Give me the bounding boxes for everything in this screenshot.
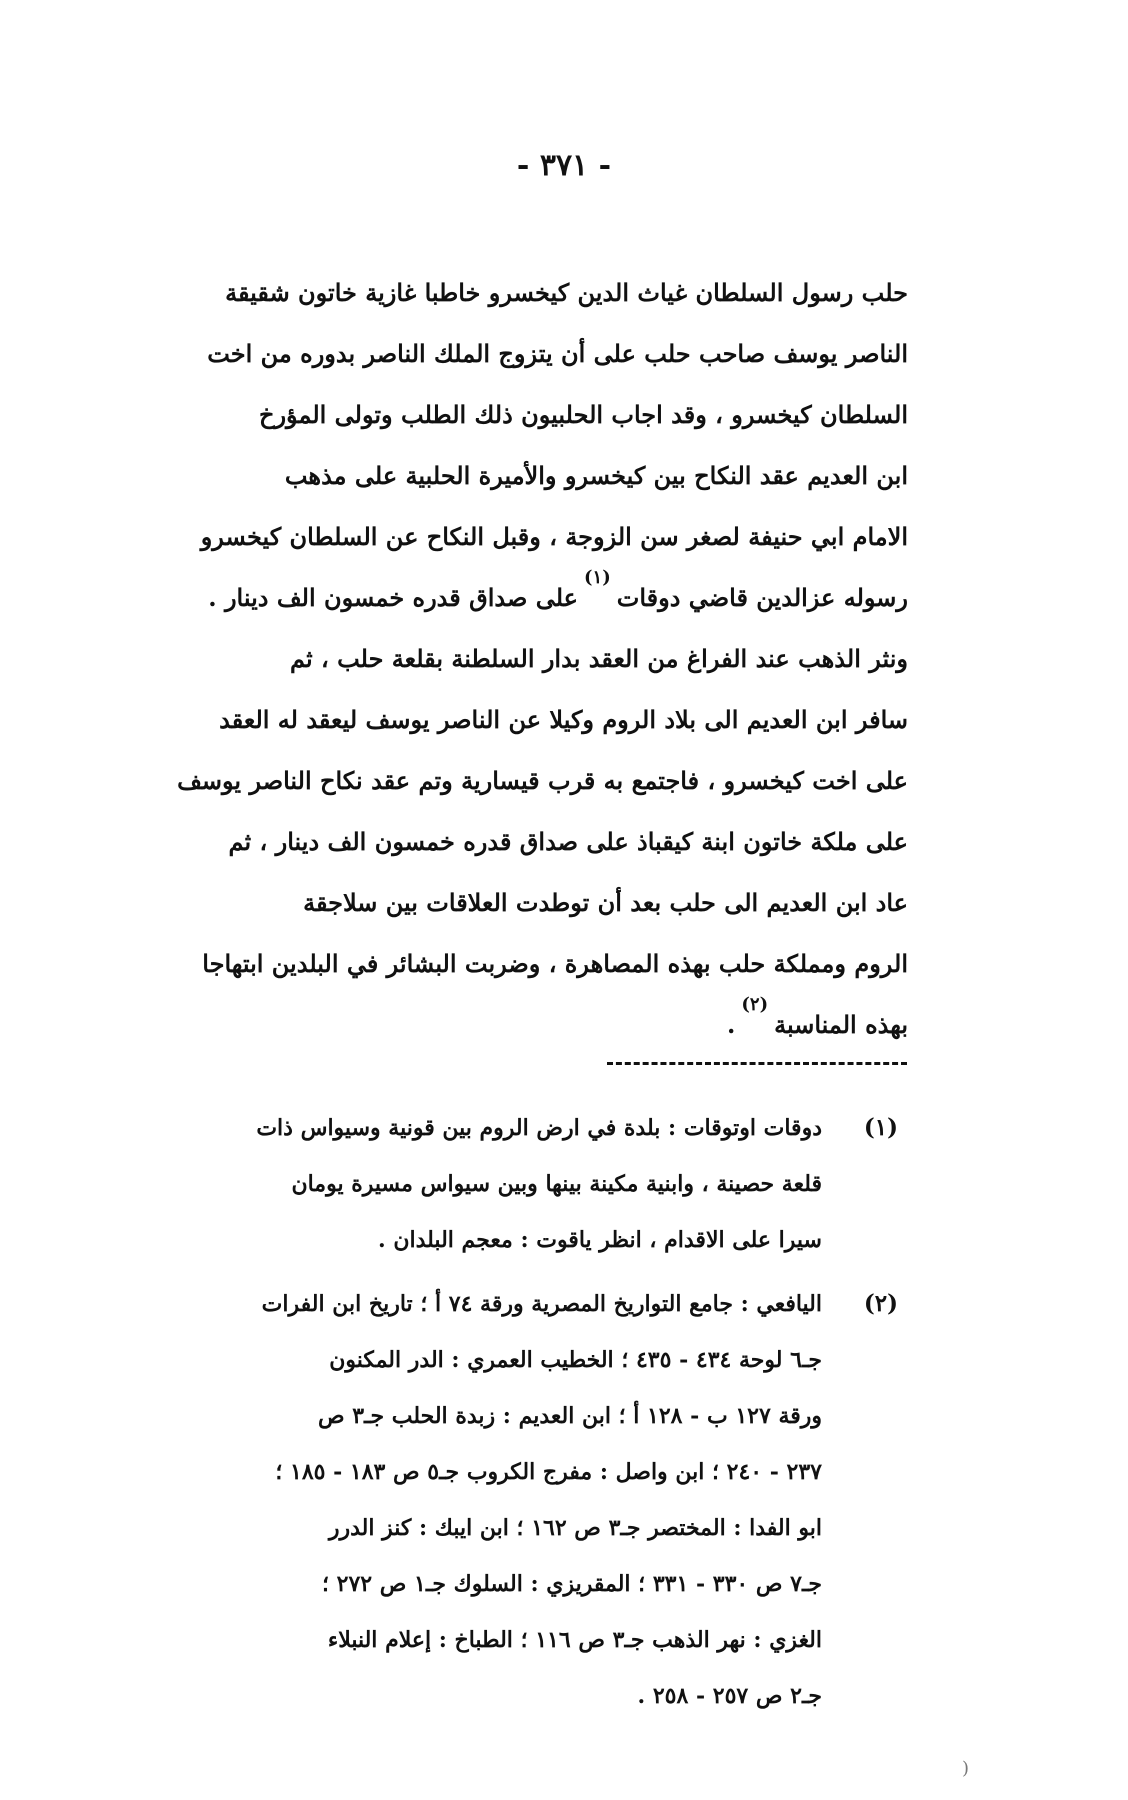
text-line: الروم ومملكة حلب بهذه المصاهرة ، وضربت البشائر في البلدين ابتهاجا: [202, 949, 908, 978]
text-line: ابن العديم عقد النكاح بين كيخسرو والأميرة الحلبية على مذهب: [284, 461, 908, 490]
footnote-2: [38, 1276, 898, 1724]
text-line: سافر ابن العديم الى بلاد الروم وكيلا عن الناصر يوسف ليعقد له العقد: [219, 705, 908, 734]
footnote-number: (٢): [863, 1290, 898, 1317]
footnote-line: ورقة ١٢٧ ب - ١٢٨ أ ؛ ابن العديم : زبدة الحلب جـ٣ ص: [317, 1403, 822, 1429]
margin-mark: ): [962, 1758, 970, 1779]
text-line: حلب رسول السلطان غياث الدين كيخسرو خاطبا غازية خاتون شقيقة: [225, 278, 908, 307]
page-number: - ٣٧١ -: [516, 148, 612, 183]
footnote-ref-1: (١): [584, 567, 611, 588]
footnote-text: [122, 1276, 822, 1724]
footnotes: [38, 1100, 898, 1732]
text-line: رسوله عزالدين قاضي دوقات (١) على صداق قدره خمسون الف دينار .: [118, 567, 908, 628]
text-line: الناصر يوسف صاحب حلب على أن يتزوج الملك الناصر بدوره من اخت: [207, 339, 908, 368]
footnote-line: قلعة حصينة ، وابنية مكينة بينها وبين سيواس مسيرة يومان: [291, 1171, 822, 1197]
footnote-line: دوقات اوتوقات : بلدة في ارض الروم بين قونية وسيواس ذات: [256, 1115, 822, 1141]
footnote-line: اليافعي : جامع التواريخ المصرية ورقة ٧٤ أ ؛ تاريخ ابن الفرات: [261, 1291, 822, 1317]
text-line: الامام ابي حنيفة لصغر سن الزوجة ، وقبل النكاح عن السلطان كيخسرو: [200, 522, 908, 551]
footnote-divider: [607, 1062, 907, 1065]
text-line: ونثر الذهب عند الفراغ من العقد بدار السلطنة بقلعة حلب ، ثم: [289, 644, 908, 673]
text-line: السلطان كيخسرو ، وقد اجاب الحلبيون ذلك الطلب وتولى المؤرخ: [258, 400, 908, 429]
footnote-1: [38, 1100, 898, 1268]
footnote-line: الغزي : نهر الذهب جـ٣ ص ١١٦ ؛ الطباخ : إعلام النبلاء: [327, 1627, 822, 1653]
footnote-line: سيرا على الاقدام ، انظر ياقوت : معجم البلدان .: [378, 1227, 822, 1253]
main-text: [118, 262, 908, 1055]
text-line: على اخت كيخسرو ، فاجتمع به قرب قيسارية وتم عقد نكاح الناصر يوسف: [177, 766, 908, 795]
text-line: عاد ابن العديم الى حلب بعد أن توطدت العلاقات بين سلاجقة: [303, 888, 908, 917]
text-line: على ملكة خاتون ابنة كيقباذ على صداق قدره خمسون الف دينار ، ثم: [228, 827, 908, 856]
footnote-line: ٢٣٧ - ٢٤٠ ؛ ابن واصل : مفرج الكروب جـ٥ ص ١٨٣ - ١٨٥ ؛: [275, 1459, 822, 1485]
footnote-number: (١): [863, 1114, 898, 1141]
footnote-line: ابو الفدا : المختصر جـ٣ ص ١٦٢ ؛ ابن ايبك : كنز الدرر: [328, 1515, 822, 1541]
footnote-line: جـ٧ ص ٣٣٠ - ٣٣١ ؛ المقريزي : السلوك جـ١ ص ٢٧٢ ؛: [322, 1571, 822, 1597]
footnote-text: [122, 1100, 822, 1268]
footnote-line: جـ٢ ص ٢٥٧ - ٢٥٨ .: [637, 1683, 822, 1709]
footnote-ref-2: (٢): [741, 994, 769, 1015]
footnote-line: جـ٦ لوحة ٤٣٤ - ٤٣٥ ؛ الخطيب العمري : الدر المكنون: [329, 1347, 822, 1373]
text-line: بهذه المناسبة (٢) .: [118, 994, 908, 1055]
